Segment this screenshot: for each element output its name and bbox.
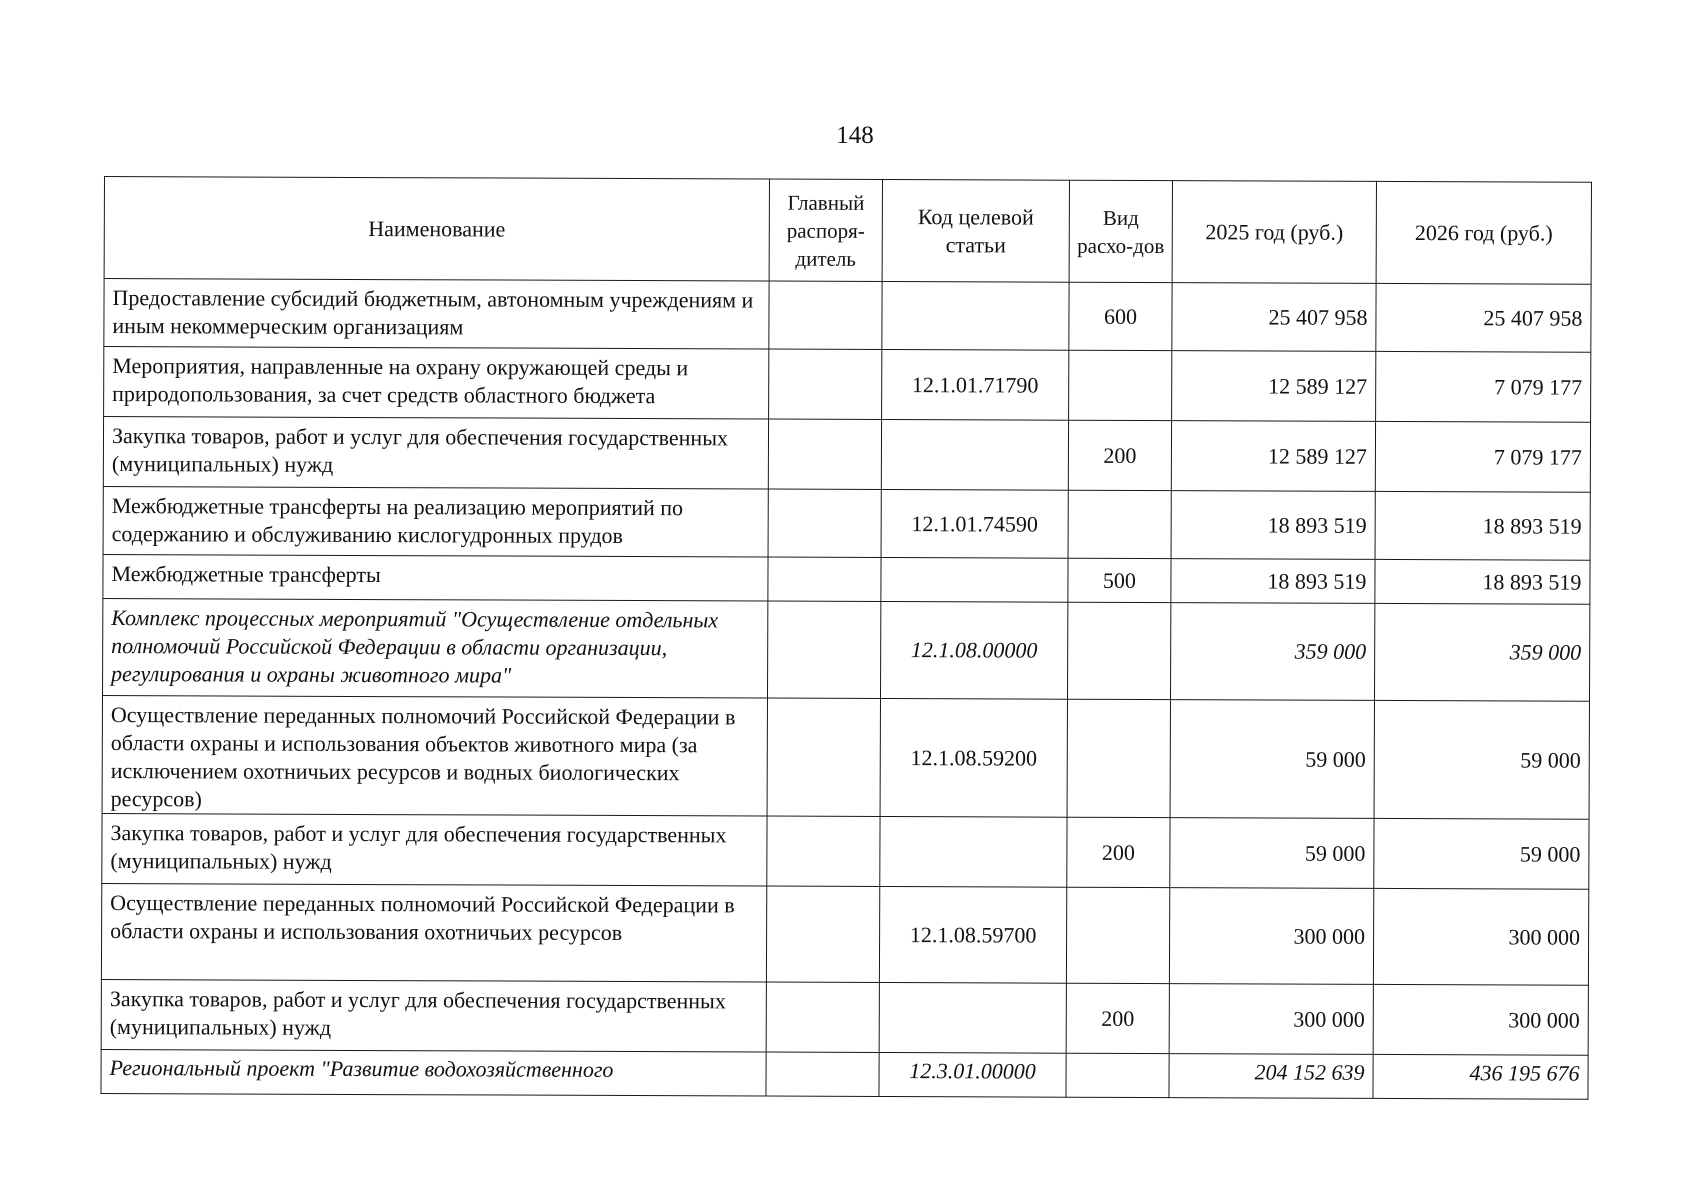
table-row (102, 695, 1589, 819)
header-type: Вид расхо-дов (1069, 180, 1172, 282)
row-type-cell (1067, 699, 1170, 817)
row-2025-cell: 18 893 519 (1171, 559, 1375, 604)
row-type-cell: 500 (1068, 558, 1171, 602)
row-2026-cell: 25 407 958 (1376, 283, 1591, 352)
header-manager: Главный распоря-дитель (769, 179, 882, 281)
row-2026-cell: 436 195 676 (1373, 1054, 1588, 1099)
row-2026-cell: 18 893 519 (1375, 491, 1590, 560)
row-2026-cell: 59 000 (1374, 818, 1589, 889)
row-manager-cell (766, 1052, 879, 1096)
table-row (103, 417, 1590, 493)
row-code-cell: 12.1.08.00000 (880, 601, 1067, 699)
header-code: Код целевой статьи (882, 179, 1069, 282)
row-type-cell (1066, 1053, 1169, 1097)
row-manager-cell (768, 601, 881, 698)
table-body (101, 279, 1591, 1100)
table-row (101, 979, 1588, 1055)
row-name-cell: Закупка товаров, работ и услуг для обеспечения государственных (муниципальных) нужд (101, 979, 766, 1052)
table-row (101, 883, 1588, 985)
row-2025-cell: 359 000 (1170, 603, 1374, 701)
row-manager-cell (769, 281, 882, 349)
table-row (103, 486, 1590, 560)
row-2025-cell: 59 000 (1170, 818, 1374, 889)
row-2025-cell: 59 000 (1170, 700, 1374, 819)
row-name-cell: Межбюджетные трансферты на реализацию мероприятий по содержанию и обслуживанию кислогудронных прудов (103, 486, 768, 557)
table-header-row (104, 177, 1591, 285)
row-2026-cell: 59 000 (1374, 700, 1589, 819)
row-2026-cell: 7 079 177 (1376, 351, 1591, 422)
row-2025-cell: 12 589 127 (1171, 421, 1375, 492)
row-2026-cell: 7 079 177 (1375, 421, 1590, 492)
row-name-cell: Закупка товаров, работ и услуг для обеспечения государственных (муниципальных) нужд (103, 417, 768, 490)
table-row (103, 554, 1590, 604)
row-name-cell: Осуществление переданных полномочий Российской Федерации в области охраны и использования охотничьих ресурсов (101, 883, 766, 982)
row-manager-cell (768, 557, 881, 601)
header-year-2025: 2025 год (руб.) (1172, 181, 1376, 284)
row-2026-cell: 300 000 (1373, 888, 1588, 985)
row-2026-cell: 18 893 519 (1375, 559, 1590, 604)
row-code-cell (879, 982, 1066, 1053)
row-manager-cell (768, 489, 881, 557)
row-type-cell (1069, 350, 1172, 420)
row-type-cell (1067, 602, 1170, 699)
row-code-cell: 12.1.01.74590 (881, 489, 1068, 558)
row-code-cell: 12.1.08.59700 (879, 886, 1066, 983)
table-row (104, 347, 1591, 423)
row-type-cell: 200 (1068, 420, 1171, 490)
table-row (101, 1049, 1588, 1099)
row-name-cell: Предоставление субсидий бюджетным, автономным учреждениям и иным некоммерческим организациям (104, 279, 769, 350)
row-type-cell (1066, 887, 1169, 983)
header-name: Наименование (104, 177, 769, 282)
row-manager-cell (769, 349, 882, 419)
row-name-cell: Закупка товаров, работ и услуг для обеспечения государственных (муниципальных) нужд (102, 813, 767, 886)
row-type-cell: 200 (1066, 983, 1169, 1053)
row-code-cell: 12.3.01.00000 (879, 1052, 1066, 1097)
row-2025-cell: 12 589 127 (1172, 351, 1376, 422)
table-row (102, 813, 1589, 889)
row-code-cell: 12.1.01.71790 (882, 349, 1069, 420)
row-2025-cell: 300 000 (1169, 984, 1373, 1055)
row-name-cell: Комплекс процессных мероприятий "Осуществление отдельных полномочий Российской Федерации в области организации, регулирования и охраны животного мира" (103, 598, 768, 698)
row-name-cell: Межбюджетные трансферты (103, 554, 768, 601)
table-row (104, 279, 1591, 353)
table-row (103, 598, 1590, 701)
header-year-2026: 2026 год (руб.) (1376, 181, 1591, 284)
row-manager-cell (766, 982, 879, 1052)
row-code-cell (880, 816, 1067, 887)
row-code-cell: 12.1.08.59200 (880, 698, 1067, 817)
row-code-cell (881, 419, 1068, 490)
row-code-cell (881, 557, 1068, 602)
budget-table (100, 176, 1592, 1100)
row-manager-cell (767, 698, 880, 816)
row-name-cell: Осуществление переданных полномочий Российской Федерации в области охраны и использования объектов животного мира (за исключением охотничьих ресурсов и водных биологических ресурсов) (102, 695, 767, 816)
row-type-cell (1068, 490, 1171, 558)
row-manager-cell (766, 886, 879, 982)
row-2025-cell: 204 152 639 (1169, 1054, 1373, 1099)
row-type-cell: 600 (1069, 282, 1172, 350)
row-code-cell (882, 281, 1069, 350)
row-name-cell: Мероприятия, направленные на охрану окружающей среды и природопользования, за счет средств областного бюджета (104, 347, 769, 420)
row-type-cell: 200 (1067, 817, 1170, 887)
page-number: 148 (836, 122, 874, 149)
row-2025-cell: 25 407 958 (1172, 283, 1376, 352)
row-2026-cell: 359 000 (1374, 603, 1589, 701)
row-name-cell: Региональный проект "Развитие водохозяйственного (101, 1049, 766, 1096)
row-2025-cell: 300 000 (1169, 888, 1373, 985)
row-manager-cell (767, 816, 880, 886)
row-2026-cell: 300 000 (1373, 984, 1588, 1055)
row-2025-cell: 18 893 519 (1171, 491, 1375, 560)
row-manager-cell (768, 419, 881, 489)
